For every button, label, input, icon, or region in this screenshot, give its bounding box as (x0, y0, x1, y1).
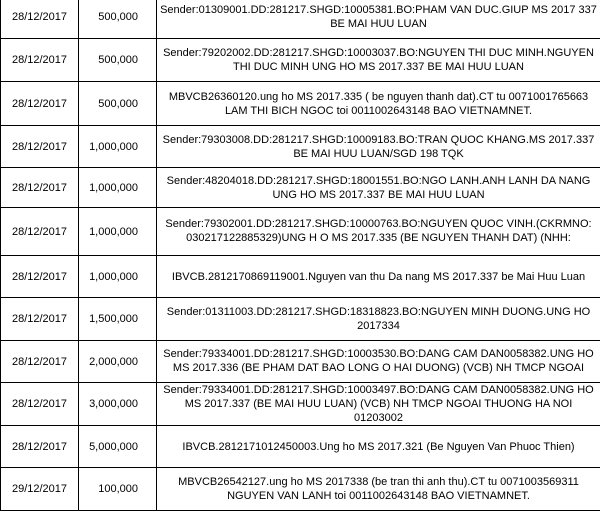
table-row (1, 0, 600, 39)
date-cell: 28/12/2017 (1, 256, 79, 298)
date-cell: 29/12/2017 (1, 468, 79, 511)
amount-cell: 1,500,000 (79, 298, 157, 341)
description-text: Sender:79302001.DD:281217.SHGD:10000763.BO:NGUYEN QUOC VINH.(CKRMNO: 030217122885329)UNG H O MS 2017.335 (BE NGUYEN THANH DAT) (NHH: (160, 217, 597, 246)
description-cell: IBVCB.2812171012450003.Ung ho MS 2017.321 (Be Nguyen Van Phuoc Thien) (157, 426, 600, 468)
description-cell: MBVCB26360120.ung ho MS 2017.335 ( be nguyen thanh dat).CT tu 0071001765663 LAM THI BICH NGOC toi 0011002643148 BAO VIETNAMNET. (157, 82, 600, 126)
table-row (1, 168, 600, 208)
table-row (1, 208, 600, 256)
amount-cell: 100,000 (79, 468, 157, 511)
table-row (1, 383, 600, 426)
amount-cell: 1,000,000 (79, 168, 157, 208)
description-cell: Sender:48204018.DD:281217.SHGD:18001551.BO:NGO LANH.ANH LANH DA NANG UNG HO MS 2017.337 BE MAI HUU LUAN (157, 168, 600, 208)
date-cell: 28/12/2017 (1, 426, 79, 468)
table-row (1, 39, 600, 82)
description-cell (157, 341, 600, 383)
amount-cell: 500,000 (79, 39, 157, 82)
table-row (1, 341, 600, 383)
date-cell: 28/12/2017 (1, 208, 79, 256)
amount-cell: 500,000 (79, 82, 157, 126)
description-cell: Sender:79202002.DD:281217.SHGD:10003037.BO:NGUYEN THI DUC MINH.NGUYEN THI DUC MINH UNG HO MS 2017.337 BE MAI HUU LUAN (157, 39, 600, 82)
amount-cell: 5,000,000 (79, 426, 157, 468)
table-row (1, 298, 600, 341)
table-row (1, 468, 600, 511)
date-cell: 28/12/2017 (1, 39, 79, 82)
description-cell: IBVCB.2812170869119001.Nguyen van thu Da nang MS 2017.337 be Mai Huu Luan (157, 256, 600, 298)
date-cell: 28/12/2017 (1, 383, 79, 426)
description-cell: Sender:01309001.DD:281217.SHGD:10005381.BO:PHAM VAN DUC.GIUP MS 2017 337 BE MAI HUU LUAN (157, 0, 600, 39)
amount-cell: 1,000,000 (79, 126, 157, 168)
amount-cell: 500,000 (79, 0, 157, 39)
date-cell: 28/12/2017 (1, 126, 79, 168)
description-text: Sender:79334001.DD:281217.SHGD:10003530.BO:DANG CAM DAN0058382.UNG HO MS 2017.336 (BE PHAM DAT BAO LONG O HAI DUONG) (VCB) NH TMCP NGOAI (160, 347, 597, 376)
table-row (1, 426, 600, 468)
date-cell: 28/12/2017 (1, 341, 79, 383)
description-cell (157, 208, 600, 256)
table-row (1, 126, 600, 168)
date-cell: 28/12/2017 (1, 298, 79, 341)
amount-cell: 1,000,000 (79, 208, 157, 256)
date-cell: 28/12/2017 (1, 82, 79, 126)
amount-cell: 1,000,000 (79, 256, 157, 298)
description-cell: Sender:79303008.DD:281217.SHGD:10009183.BO:TRAN QUOC KHANG.MS 2017.337 BE MAI HUU LUAN/SGD 198 TQK (157, 126, 600, 168)
table-row (1, 256, 600, 298)
date-cell: 28/12/2017 (1, 168, 79, 208)
date-cell: 28/12/2017 (1, 0, 79, 39)
description-cell: MBVCB26542127.ung ho MS 2017338 (be tran thi anh thu).CT tu 0071003569311 NGUYEN VAN LANH toi 0011002643148 BAO VIETNAMNET. (157, 468, 600, 511)
amount-cell: 3,000,000 (79, 383, 157, 426)
description-cell: Sender:79334001.DD:281217.SHGD:10003497.BO:DANG CAM DAN0058382.UNG HO MS 2017.337 (BE MAI HUU LUAN) (VCB) NH TMCP NGOAI THUONG HA NOI 01203002 (157, 383, 600, 426)
amount-cell: 2,000,000 (79, 341, 157, 383)
table-row (1, 82, 600, 126)
description-cell: Sender:01311003.DD:281217.SHGD:18318823.BO:NGUYEN MINH DUONG.UNG HO 2017334 (157, 298, 600, 341)
